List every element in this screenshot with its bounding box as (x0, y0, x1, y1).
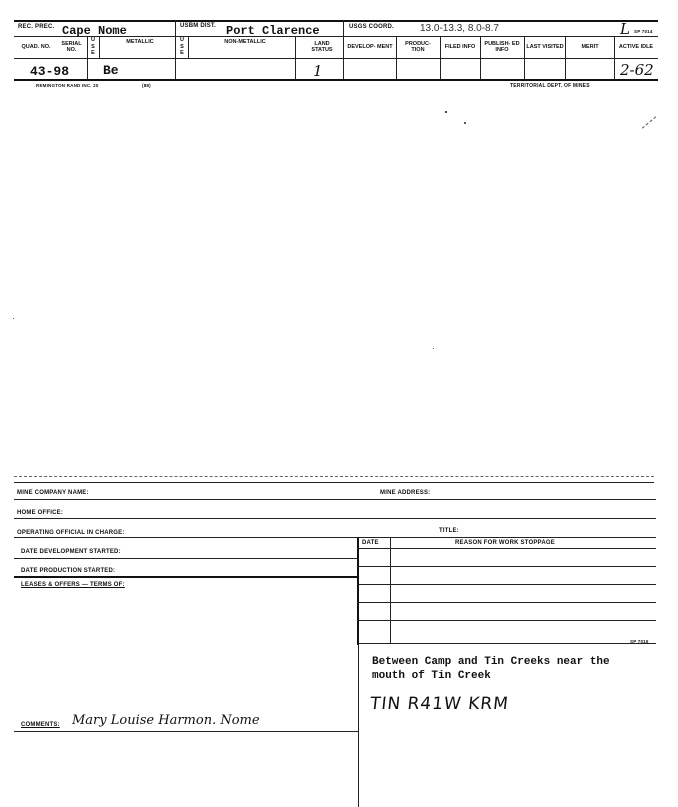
usgs-coord-value: 13.0-13.3, 8.0-8.7 (420, 23, 499, 34)
operating-official-label: OPERATING OFFICIAL IN CHARGE: (17, 530, 125, 536)
col-last-visited: LAST VISITED (526, 43, 564, 50)
prod-started-label: DATE PRODUCTION STARTED: (21, 568, 116, 574)
location-line-1: Between Camp and Tin Creeks near the (372, 656, 610, 668)
col-published-info: PUBLISH- ED INFO (484, 40, 520, 53)
location-line-2: mouth of Tin Creek (372, 670, 491, 682)
col-merit: MERIT (581, 43, 599, 50)
comments-value: Mary Louise Harmon. Nome (72, 713, 260, 728)
usbm-dist-value: Port Clarence (226, 24, 320, 38)
title-label: TITLE: (439, 528, 459, 534)
date-label: DATE (362, 540, 379, 546)
col-production: PRODUC- TION (405, 40, 431, 53)
col-use-right: U S E (180, 37, 184, 56)
form-number-bottom: SP 7015 (630, 639, 649, 644)
value-metallic: Be (103, 63, 119, 78)
mine-company-label: MINE COMPANY NAME: (17, 490, 89, 496)
scan-speck (13, 318, 14, 319)
printer-label: REMINGTON RAND INC. 20 (36, 83, 99, 88)
col-use-left: U S E (91, 37, 95, 56)
col-active-idle: ACTIVE IDLE (618, 43, 654, 50)
col-metallic: METALLIC (126, 39, 154, 45)
scan-speck (445, 111, 447, 113)
printer-code: (88) (142, 83, 151, 88)
dev-started-label: DATE DEVELOPMENT STARTED: (21, 549, 121, 555)
value-active-idle: 2-62 (620, 61, 654, 79)
col-land-status: LAND STATUS (311, 40, 333, 53)
corner-mark: L (620, 20, 630, 38)
scan-mark (642, 116, 656, 128)
reason-label: REASON FOR WORK STOPPAGE (455, 540, 555, 546)
usgs-coord-label: USGS COORD. (349, 24, 394, 30)
scan-speck (464, 122, 466, 124)
usbm-dist-label: USBM DIST. (180, 23, 217, 29)
leases-label: LEASES & OFFERS — TERMS OF: (21, 582, 125, 588)
scan-speck (433, 348, 434, 349)
rec-prec-label: REC. PREC. (18, 24, 55, 30)
comments-label: COMMENTS: (21, 722, 60, 728)
value-land-status: 1 (313, 62, 323, 80)
mine-address-label: MINE ADDRESS: (380, 490, 431, 496)
col-quad-no: QUAD. NO. (21, 43, 51, 50)
rec-prec-value: Cape Nome (62, 24, 127, 38)
col-filed-info: FILED INFO (444, 43, 476, 50)
col-development: DEVELOP- MENT (347, 43, 393, 50)
form-number-top: SP 7014 (634, 29, 653, 34)
value-quad-serial: 43-98 (30, 64, 70, 79)
department-label: TERRITORIAL DEPT. OF MINES (510, 83, 590, 89)
handwritten-note: TIN R41W KRM (368, 694, 510, 714)
col-non-metallic: NON-METALLIC (224, 39, 266, 45)
col-serial-no: SERIAL NO. (61, 40, 82, 53)
home-office-label: HOME OFFICE: (17, 510, 64, 516)
